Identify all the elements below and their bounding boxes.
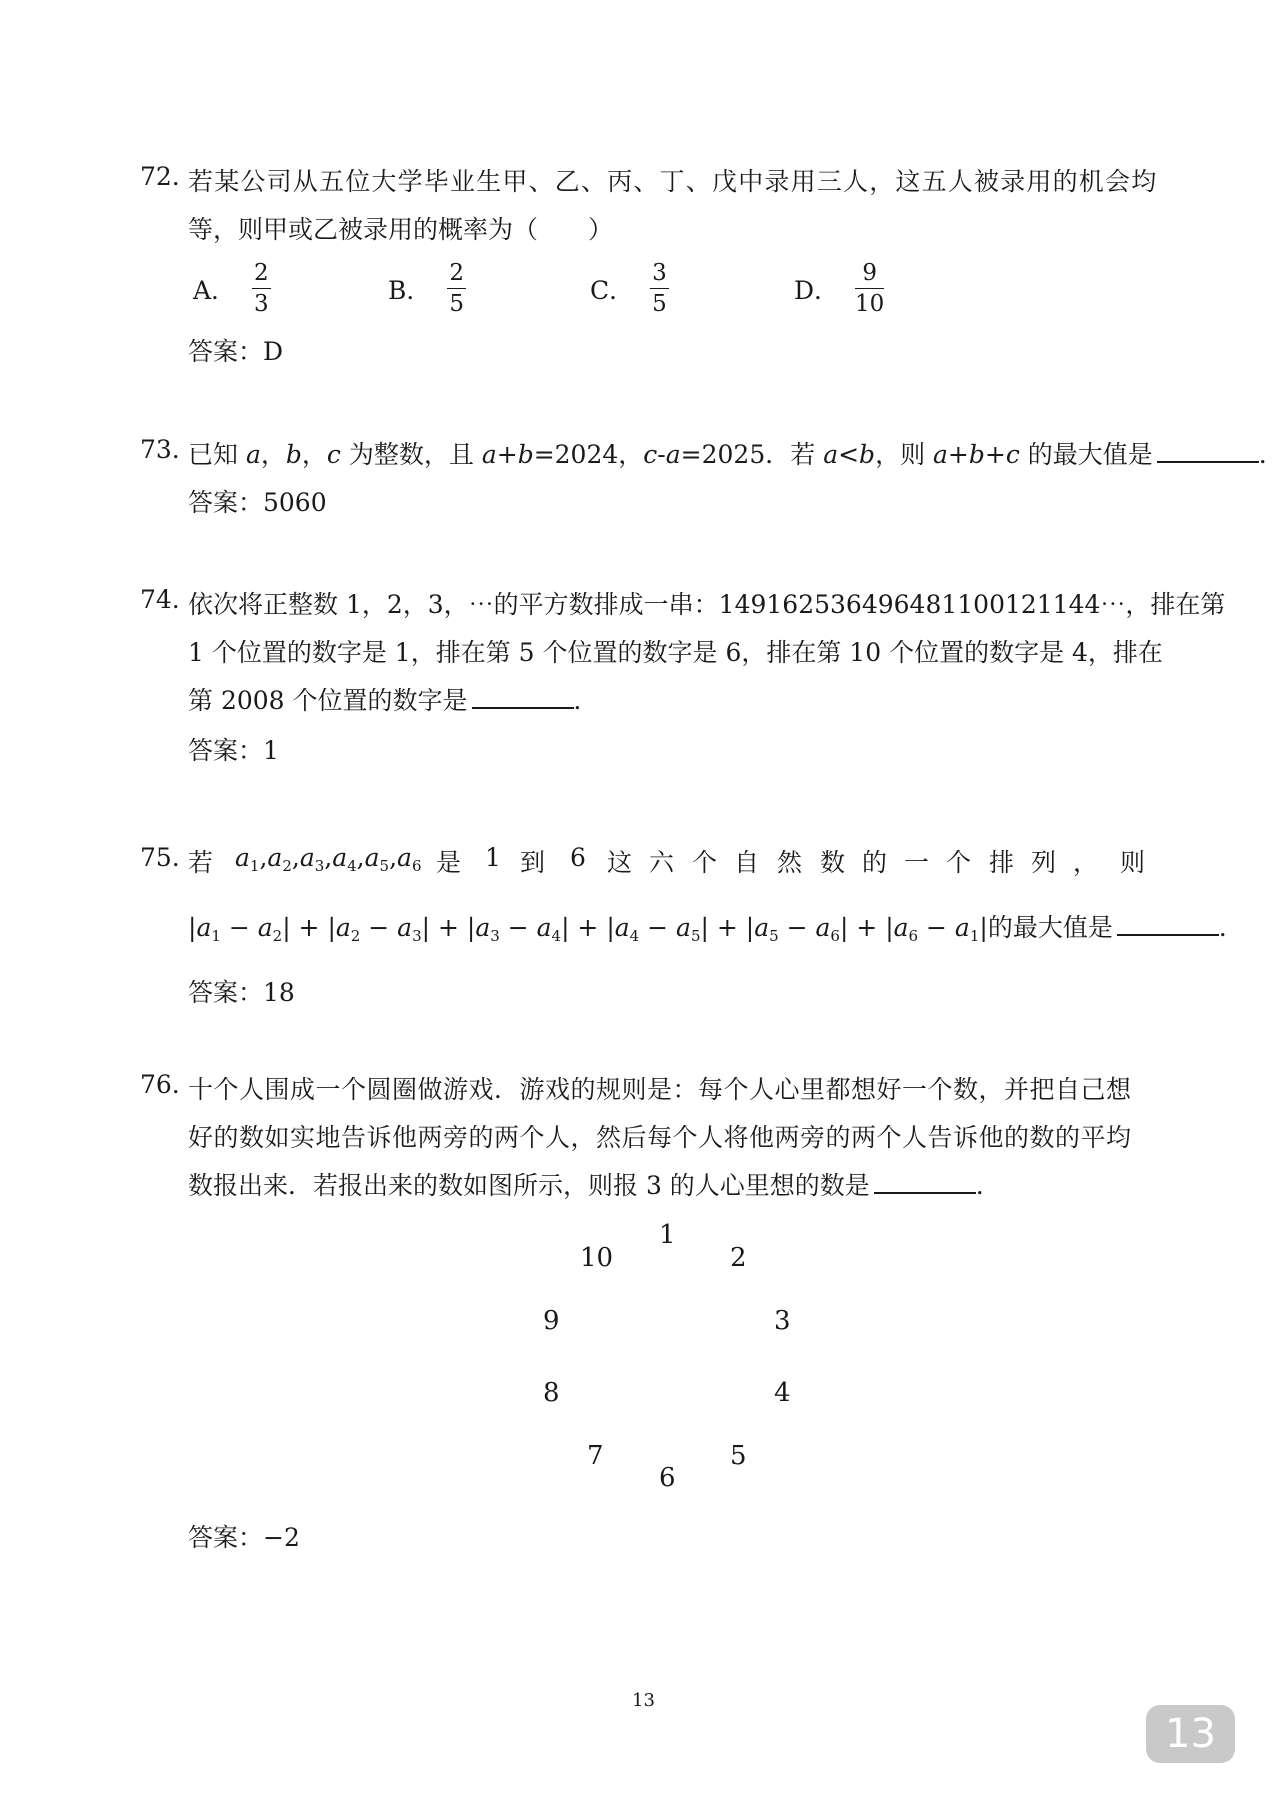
var-c: c [326, 440, 341, 469]
var-a: a [815, 913, 831, 942]
numerator: 2 [447, 260, 466, 289]
subscript: 4 [551, 927, 562, 945]
text: ，则 [875, 440, 934, 469]
question-number: 75. [140, 843, 180, 872]
text: =2024， [533, 440, 644, 469]
var-a: a [954, 913, 970, 942]
subscript: 1 [211, 927, 221, 945]
answer: 答案：5060 [188, 488, 327, 517]
var-a: a [933, 440, 948, 469]
denominator: 5 [652, 291, 667, 318]
denominator: 3 [254, 291, 269, 318]
subscript: 3 [314, 857, 325, 875]
text: ． [975, 1171, 1001, 1200]
sequence-a1-a6: $a_1,a_2,a_3,a_4,a_5,a_6$ [235, 843, 422, 875]
text: < [838, 440, 860, 469]
subscript: 5 [379, 857, 390, 875]
question-text-line: 依次将正整数 1，2，3，⋯的平方数排成一串：149162536496481100121144⋯，排在第 [188, 590, 1226, 619]
text: - [657, 440, 666, 469]
var-a: a [475, 913, 491, 942]
answer: 答案：1 [188, 736, 279, 765]
var-a: a [257, 913, 273, 942]
question-text-line: 等，则甲或乙被录用的概率为（ ） [188, 215, 614, 244]
text: 的 [862, 848, 888, 877]
text: 的最大值是 [1019, 440, 1153, 469]
circle-number: 1 [659, 1220, 676, 1250]
page-indicator-badge[interactable]: 13 [1146, 1705, 1235, 1763]
subscript: 2 [282, 857, 292, 875]
answer: 答案：−2 [188, 1523, 300, 1552]
circle-number: 3 [774, 1306, 791, 1336]
var-a: a [235, 843, 250, 872]
question-text-line: 1 个位置的数字是 1，排在第 5 个位置的数字是 6，排在第 10 个位置的数字是 4，排在 [188, 638, 1163, 667]
var-b: b [968, 440, 985, 469]
var-a: a [481, 440, 497, 469]
question-number: 72. [140, 162, 180, 191]
subscript: 4 [347, 857, 357, 875]
text: 1 [485, 843, 501, 872]
text: 自 [734, 848, 760, 877]
subscript: 2 [350, 927, 361, 945]
circle-number: 2 [730, 1243, 747, 1273]
subscript: 5 [690, 927, 701, 945]
answer: 答案：18 [188, 978, 295, 1007]
subscript: 5 [769, 927, 779, 945]
option-label: C． [590, 275, 635, 305]
text: 排 [989, 848, 1015, 877]
text: 第 2008 个位置的数字是 [188, 686, 468, 715]
text: =2025．若 [680, 440, 824, 469]
text: + [984, 440, 1006, 469]
numerator: 3 [650, 260, 669, 289]
var-a: a [397, 913, 413, 942]
text: ． [1218, 913, 1244, 942]
question-text-line: 十个人围成一个圆圈做游戏．游戏的规则是：每个人心里都想好一个数，并把自己想 [188, 1075, 1132, 1104]
question-number: 73. [140, 435, 180, 464]
circle-number: 8 [543, 1378, 560, 1408]
circle-number: 5 [730, 1441, 747, 1471]
text: ， [260, 440, 286, 469]
var-a: a [332, 843, 348, 872]
option-label: B． [388, 275, 432, 305]
option-label: D． [794, 275, 840, 305]
text: 然 [777, 848, 803, 877]
numerator: 9 [855, 260, 884, 289]
var-a: a [665, 440, 681, 469]
text: 6 [570, 843, 586, 872]
var-a: a [754, 913, 770, 942]
absolute-sum-expression: $|a_1 - a_2| + |a_2 - a_3| + |a_3 - a_4| + |a_4 - a_5| + |a_5 - a_6| + |a_6 - a_1|$的最大值是 ． [188, 913, 1244, 945]
question-text-line: 若某公司从五位大学毕业生甲、乙、丙、丁、戊中录用三人，这五人被录用的机会均 [188, 167, 1158, 196]
var-a: a [397, 843, 412, 872]
text: 是 [436, 848, 462, 877]
text: + [496, 440, 518, 469]
question-number: 74. [140, 585, 180, 614]
subscript: 3 [490, 927, 500, 945]
text: 个 [946, 848, 972, 877]
var-a: a [614, 913, 630, 942]
text: 已知 [188, 440, 246, 469]
numerator: 2 [252, 260, 271, 289]
text: 为整数，且 [340, 440, 482, 469]
denominator: 5 [449, 291, 464, 318]
circle-number: 4 [774, 1378, 791, 1408]
text: 则 [1120, 848, 1146, 877]
denominator: 10 [855, 291, 885, 318]
text: 的最大值是 [987, 913, 1113, 942]
text: 六 [649, 848, 675, 877]
text: ． [1258, 440, 1284, 469]
subscript: 6 [830, 927, 840, 945]
text: ， [1073, 848, 1099, 877]
var-c: c [643, 440, 658, 469]
text: + [947, 440, 969, 469]
var-a: a [536, 913, 552, 942]
circle-number: 10 [580, 1243, 614, 1273]
question-number: 76. [140, 1070, 180, 1099]
var-a: a [299, 843, 315, 872]
answer: 答案：D [188, 337, 284, 366]
var-b: b [859, 440, 876, 469]
text: ． [573, 686, 599, 715]
subscript: 6 [908, 927, 919, 945]
var-a: a [823, 440, 839, 469]
var-b: b [517, 440, 534, 469]
subscript: 2 [272, 927, 283, 945]
text: 一 [904, 848, 930, 877]
option-label: A． [193, 275, 237, 305]
var-b: b [285, 440, 302, 469]
circle-number: 9 [543, 1306, 560, 1336]
text: 个 [692, 848, 718, 877]
text: 若 [188, 848, 214, 877]
var-a: a [245, 440, 261, 469]
text: 这 [607, 848, 633, 877]
subscript: 4 [629, 927, 640, 945]
subscript: 3 [412, 927, 422, 945]
text: 数报出来．若报出来的数如图所示，则报 3 的人心里想的数是 [188, 1171, 870, 1200]
text: ， [301, 440, 327, 469]
subscript: 1 [969, 927, 980, 945]
subscript: 1 [249, 857, 260, 875]
circle-number: 7 [587, 1441, 604, 1471]
var-c: c [1005, 440, 1020, 469]
text: 数 [820, 848, 846, 877]
subscript: 6 [411, 857, 422, 875]
text: 到 [520, 848, 546, 877]
var-a: a [364, 843, 380, 872]
var-a: a [267, 843, 283, 872]
var-a: a [196, 913, 212, 942]
page-number: 13 [632, 1690, 655, 1711]
circle-number: 6 [659, 1463, 676, 1493]
var-a: a [335, 913, 351, 942]
var-a: a [893, 913, 909, 942]
question-text-line: 好的数如实地告诉他两旁的两个人，然后每个人将他两旁的两个人告诉他的数的平均 [188, 1123, 1132, 1152]
var-a: a [676, 913, 691, 942]
text: 列 [1031, 848, 1057, 877]
